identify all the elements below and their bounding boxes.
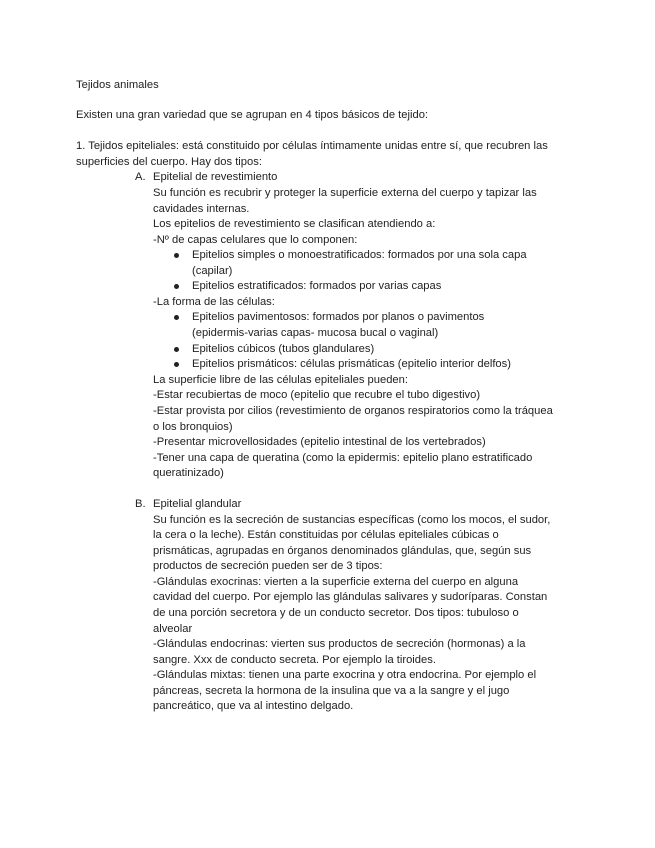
text-line: -Tener una capa de queratina (como la epidermis: epitelio plano estratificado: [153, 452, 533, 464]
document-title: Tejidos animales: [76, 79, 159, 91]
text-line: o los bronquios): [153, 421, 233, 433]
list-marker-a: A.: [135, 171, 146, 183]
text-line: -La forma de las células:: [153, 296, 275, 308]
text-line: -Glándulas mixtas: tienen una parte exocrina y otra endocrina. Por ejemplo el: [153, 669, 537, 681]
bullet-item-continuation: (capilar): [192, 265, 233, 277]
bullet-item-continuation: (epidermis-varias capas- mucosa bucal o vaginal): [192, 327, 439, 339]
text-line: de una porción secretora y de un conducto secretor. Dos tipos: tubuloso o: [153, 607, 519, 619]
text-line: -Estar recubiertas de moco (epitelio que recubre el tubo digestivo): [153, 389, 481, 401]
text-line: La superficie libre de las células epiteliales pueden:: [153, 374, 408, 386]
subheading-revestimiento: Epitelial de revestimiento: [153, 171, 278, 183]
section-1-line-2: superficies del cuerpo. Hay dos tipos:: [76, 156, 262, 168]
bullet-item: Epitelios prismáticos: células prismáticas (epitelio interior delfos): [192, 358, 511, 370]
intro-paragraph: Existen una gran variedad que se agrupan en 4 tipos básicos de tejido:: [76, 109, 429, 121]
text-line: -Nº de capas celulares que lo componen:: [153, 234, 358, 246]
text-line: alveolar: [153, 623, 193, 635]
list-marker-b: B.: [135, 498, 146, 510]
text-line: -Glándulas endocrinas: vierten sus productos de secreción (hormonas) a la: [153, 638, 526, 650]
text-line: páncreas, secreta la hormona de la insulina que va a la sangre y el jugo: [153, 685, 510, 697]
text-line: -Glándulas exocrinas: vierten a la superficie externa del cuerpo en alguna: [153, 576, 519, 588]
text-line: queratinizado): [153, 467, 224, 479]
text-line: cavidad del cuerpo. Por ejemplo las glándulas salivares y sudoríparas. Constan: [153, 591, 548, 603]
text-line: la cera o la leche). Están constituidas por células epiteliales cúbicas o: [153, 529, 499, 541]
bullet-icon: [174, 362, 179, 367]
bullet-item: Epitelios cúbicos (tubos glandulares): [192, 343, 375, 355]
text-line: Los epitelios de revestimiento se clasifican atendiendo a:: [153, 218, 436, 230]
text-line: cavidades internas.: [153, 203, 250, 215]
bullet-icon: [174, 315, 179, 320]
text-line: prismáticas, agrupadas en órganos denominados glándulas, que, según sus: [153, 545, 532, 557]
text-line: sangre. Xxx de conducto secreta. Por ejemplo la tiroides.: [153, 654, 436, 666]
bullet-item: Epitelios pavimentosos: formados por planos o pavimentos: [192, 311, 485, 323]
text-line: productos de secreción pueden ser de 3 tipos:: [153, 560, 383, 572]
bullet-icon: [174, 253, 179, 258]
bullet-icon: [174, 347, 179, 352]
text-line: Su función es recubrir y proteger la superficie externa del cuerpo y tapizar las: [153, 187, 537, 199]
text-line: Su función es la secreción de sustancias específicas (como los mocos, el sudor,: [153, 514, 551, 526]
text-line: -Estar provista por cilios (revestimiento de organos respiratorios como la tráquea: [153, 405, 553, 417]
text-line: pancreático, que va al intestino delgado.: [153, 700, 354, 712]
subheading-glandular: Epitelial glandular: [153, 498, 242, 510]
section-1-line-1: 1. Tejidos epiteliales: está constituido por células íntimamente unidas entre sí, que recubren las: [76, 140, 548, 152]
text-line: -Presentar microvellosidades (epitelio intestinal de los vertebrados): [153, 436, 486, 448]
bullet-item: Epitelios estratificados: formados por varias capas: [192, 280, 442, 292]
bullet-item: Epitelios simples o monoestratificados: formados por una sola capa: [192, 249, 527, 261]
bullet-icon: [174, 284, 179, 289]
